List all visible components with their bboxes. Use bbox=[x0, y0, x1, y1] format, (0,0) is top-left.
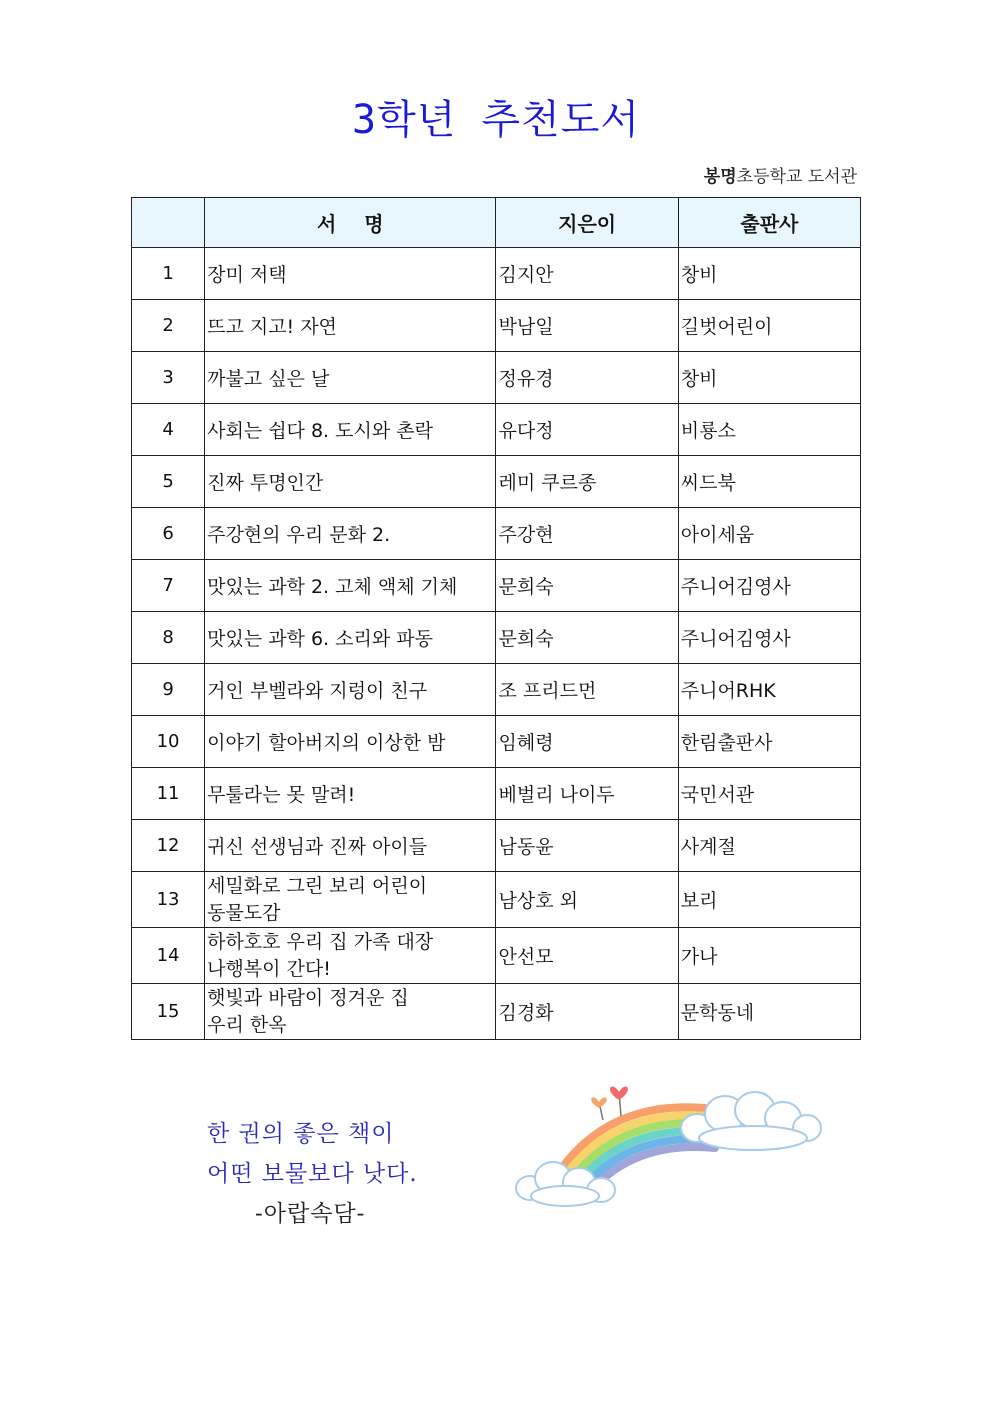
row-number: 3 bbox=[132, 352, 205, 404]
book-author: 베벌리 나이두 bbox=[496, 768, 678, 820]
row-number: 1 bbox=[132, 248, 205, 300]
book-publisher: 창비 bbox=[678, 352, 860, 404]
book-title bbox=[205, 560, 496, 612]
book-author: 남동윤 bbox=[496, 820, 678, 872]
row-number: 6 bbox=[132, 508, 205, 560]
table-row bbox=[132, 768, 861, 820]
book-title bbox=[205, 768, 496, 820]
table-row bbox=[132, 928, 861, 984]
book-title-line-2: 나행복이 간다! bbox=[207, 957, 331, 980]
book-publisher: 한림출판사 bbox=[678, 716, 860, 768]
table-header-row bbox=[132, 198, 861, 248]
quote-line-1: 한 권의 좋은 책이 bbox=[207, 1121, 395, 1147]
book-author: 유다정 bbox=[496, 404, 678, 456]
book-title-line-1: 진짜 투명인간 bbox=[207, 472, 324, 494]
book-title bbox=[205, 716, 496, 768]
table-row bbox=[132, 716, 861, 768]
table-row bbox=[132, 456, 861, 508]
book-title bbox=[205, 508, 496, 560]
book-title-line-1: 햇빛과 바람이 정겨운 집 bbox=[207, 986, 409, 1009]
book-publisher: 국민서관 bbox=[678, 768, 860, 820]
book-author: 주강현 bbox=[496, 508, 678, 560]
book-author: 김경화 bbox=[496, 984, 678, 1040]
book-author: 문희숙 bbox=[496, 612, 678, 664]
book-author: 임혜령 bbox=[496, 716, 678, 768]
book-author: 레미 쿠르종 bbox=[496, 456, 678, 508]
book-publisher: 아이세움 bbox=[678, 508, 860, 560]
book-title-line-1: 거인 부벨라와 지렁이 친구 bbox=[207, 680, 428, 702]
book-author: 남상호 외 bbox=[496, 872, 678, 928]
book-publisher: 주니어김영사 bbox=[678, 612, 860, 664]
book-title bbox=[205, 612, 496, 664]
header-author: 지은이 bbox=[496, 198, 678, 248]
row-number: 15 bbox=[132, 984, 205, 1040]
book-title bbox=[205, 872, 496, 928]
table-row bbox=[132, 984, 861, 1040]
table-row bbox=[132, 560, 861, 612]
book-author: 조 프리드먼 bbox=[496, 664, 678, 716]
book-publisher: 주니어RHK bbox=[678, 664, 860, 716]
book-publisher: 비룡소 bbox=[678, 404, 860, 456]
row-number: 14 bbox=[132, 928, 205, 984]
row-number: 2 bbox=[132, 300, 205, 352]
book-author: 박남일 bbox=[496, 300, 678, 352]
school-name-bold: 봉명 bbox=[703, 167, 737, 187]
book-title bbox=[205, 456, 496, 508]
book-title-line-1: 무툴라는 못 말려! bbox=[207, 784, 356, 806]
row-number: 5 bbox=[132, 456, 205, 508]
row-number: 12 bbox=[132, 820, 205, 872]
book-title-line-1: 세밀화로 그린 보리 어린이 bbox=[207, 874, 428, 897]
table-row bbox=[132, 872, 861, 928]
book-publisher: 씨드북 bbox=[678, 456, 860, 508]
book-title-line-1: 귀신 선생님과 진짜 아이들 bbox=[207, 836, 428, 858]
book-publisher: 사계절 bbox=[678, 820, 860, 872]
book-title bbox=[205, 820, 496, 872]
row-number: 7 bbox=[132, 560, 205, 612]
book-publisher: 문학동네 bbox=[678, 984, 860, 1040]
book-title bbox=[205, 404, 496, 456]
school-library-label bbox=[704, 162, 857, 187]
table-row bbox=[132, 664, 861, 716]
proverb-quote bbox=[207, 1114, 418, 1234]
book-publisher: 보리 bbox=[678, 872, 860, 928]
table-row bbox=[132, 352, 861, 404]
rainbow-clouds-illustration bbox=[515, 1080, 825, 1215]
page-title: 3학년 추천도서 bbox=[351, 97, 640, 143]
book-author: 문희숙 bbox=[496, 560, 678, 612]
book-title bbox=[205, 248, 496, 300]
book-title bbox=[205, 984, 496, 1040]
row-number: 9 bbox=[132, 664, 205, 716]
book-publisher: 주니어김영사 bbox=[678, 560, 860, 612]
header-publisher: 출판사 bbox=[678, 198, 860, 248]
quote-line-2: 어떤 보물보다 낫다. bbox=[207, 1161, 418, 1187]
table-row bbox=[132, 612, 861, 664]
table-row bbox=[132, 404, 861, 456]
book-title-line-2: 우리 한옥 bbox=[207, 1013, 287, 1036]
book-author: 김지안 bbox=[496, 248, 678, 300]
book-publisher: 길벗어린이 bbox=[678, 300, 860, 352]
table-row bbox=[132, 820, 861, 872]
book-title-line-1: 맛있는 과학 2. 고체 액체 기체 bbox=[207, 576, 458, 598]
book-title-line-1: 사회는 쉽다 8. 도시와 촌락 bbox=[207, 420, 433, 442]
row-number: 13 bbox=[132, 872, 205, 928]
book-title bbox=[205, 352, 496, 404]
table-row bbox=[132, 248, 861, 300]
quote-source: -아랍속담- bbox=[255, 1201, 366, 1227]
book-title-line-1: 뜨고 지고! 자연 bbox=[207, 316, 337, 338]
school-name-rest: 초등학교 도서관 bbox=[736, 167, 857, 187]
book-title-line-1: 맛있는 과학 6. 소리와 파동 bbox=[207, 628, 433, 650]
book-list-table bbox=[131, 197, 861, 1040]
table-row bbox=[132, 300, 861, 352]
book-title bbox=[205, 928, 496, 984]
table-row bbox=[132, 508, 861, 560]
book-title bbox=[205, 664, 496, 716]
book-title-line-2: 동물도감 bbox=[207, 901, 281, 924]
book-title-line-1: 하하호호 우리 집 가족 대장 bbox=[207, 930, 434, 953]
book-author: 정유경 bbox=[496, 352, 678, 404]
header-title: 서 명 bbox=[205, 198, 496, 248]
header-number bbox=[132, 198, 205, 248]
book-publisher: 창비 bbox=[678, 248, 860, 300]
row-number: 4 bbox=[132, 404, 205, 456]
book-title-line-1: 장미 저택 bbox=[207, 264, 287, 286]
row-number: 10 bbox=[132, 716, 205, 768]
book-title-line-1: 까불고 싶은 날 bbox=[207, 368, 330, 390]
book-author: 안선모 bbox=[496, 928, 678, 984]
book-title-line-1: 주강현의 우리 문화 2. bbox=[207, 524, 391, 546]
row-number: 8 bbox=[132, 612, 205, 664]
book-title-line-1: 이야기 할아버지의 이상한 밤 bbox=[207, 732, 446, 754]
book-title bbox=[205, 300, 496, 352]
book-publisher: 가나 bbox=[678, 928, 860, 984]
row-number: 11 bbox=[132, 768, 205, 820]
